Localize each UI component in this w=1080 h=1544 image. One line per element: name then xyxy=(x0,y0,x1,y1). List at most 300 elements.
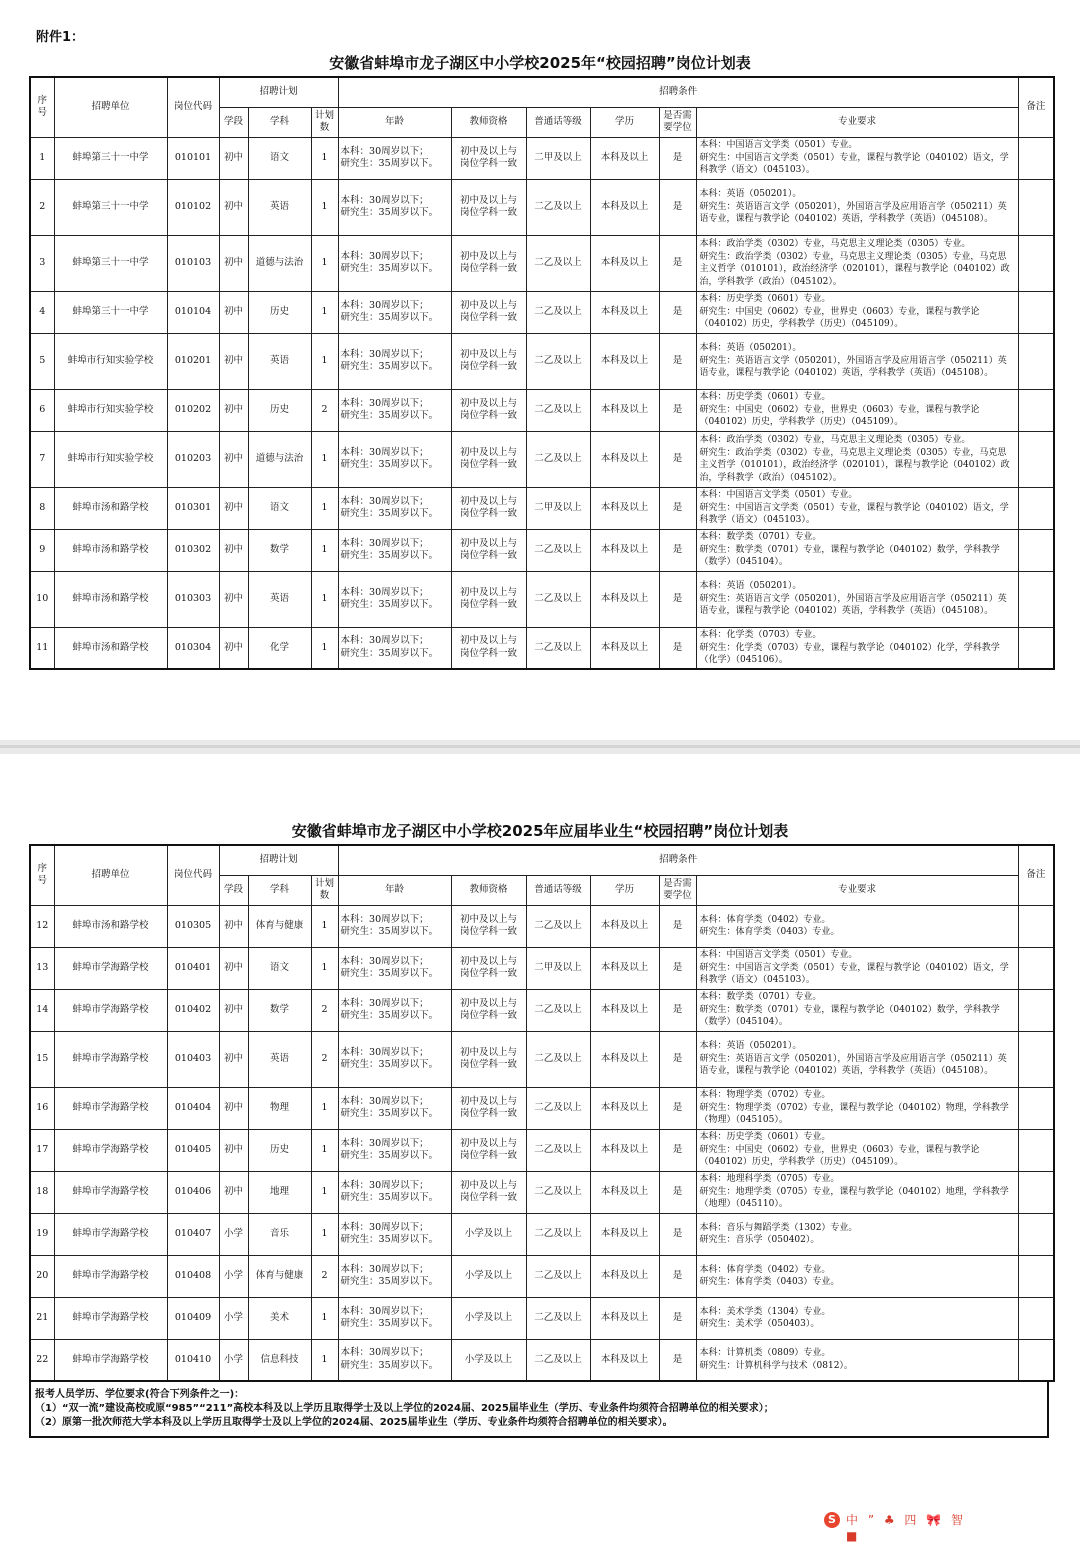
cell-remark xyxy=(1018,333,1054,389)
cell-major: 本科：计算机类（0809）专业。 研究生：计算机科学与技术（0812）。 xyxy=(696,1339,1018,1381)
header-plan: 招聘计划 xyxy=(219,845,338,875)
cell-degree: 是 xyxy=(659,571,696,627)
cell-unit: 蚌埠市学海路学校 xyxy=(54,947,167,989)
cell-seq: 10 xyxy=(30,571,54,627)
cell-count: 1 xyxy=(311,627,338,669)
table-1-body xyxy=(30,137,1054,669)
cell-subject: 体育与健康 xyxy=(248,905,311,947)
cell-age: 本科：30周岁以下； 研究生：35周岁以下。 xyxy=(338,529,451,571)
cell-education: 本科及以上 xyxy=(590,179,659,235)
header-subject: 学科 xyxy=(248,875,311,905)
cell-degree: 是 xyxy=(659,431,696,487)
cell-remark xyxy=(1018,389,1054,431)
cell-mandarin: 二乙及以上 xyxy=(526,389,590,431)
notes-heading: 报考人员学历、学位要求(符合下列条件之一)： xyxy=(35,1389,245,1400)
cell-seq: 8 xyxy=(30,487,54,529)
cell-seq: 5 xyxy=(30,333,54,389)
cell-qualification: 初中及以上与 岗位学科一致 xyxy=(451,989,526,1031)
cell-count: 1 xyxy=(311,291,338,333)
cell-education: 本科及以上 xyxy=(590,529,659,571)
cell-age: 本科：30周岁以下； 研究生：35周岁以下。 xyxy=(338,389,451,431)
cell-stage: 初中 xyxy=(219,333,248,389)
cell-seq: 16 xyxy=(30,1087,54,1129)
cell-mandarin: 二甲及以上 xyxy=(526,137,590,179)
cell-code: 010102 xyxy=(167,179,219,235)
cell-education: 本科及以上 xyxy=(590,487,659,529)
cell-age: 本科：30周岁以下； 研究生：35周岁以下。 xyxy=(338,1297,451,1339)
cell-unit: 蚌埠市学海路学校 xyxy=(54,989,167,1031)
cell-major: 本科：英语（050201）。 研究生：英语语言文学（050201），外国语言学及应用语言学（050211）英语专业，课程与教学论（040102）英语，学科教学（英语）（045108）。 xyxy=(696,571,1018,627)
cell-age: 本科：30周岁以下； 研究生：35周岁以下。 xyxy=(338,179,451,235)
cell-subject: 语文 xyxy=(248,487,311,529)
cell-major: 本科：体育学类（0402）专业。 研究生：体育学类（0403）专业。 xyxy=(696,1255,1018,1297)
cell-mandarin: 二乙及以上 xyxy=(526,571,590,627)
cell-unit: 蚌埠市汤和路学校 xyxy=(54,529,167,571)
cell-education: 本科及以上 xyxy=(590,989,659,1031)
cell-major: 本科：历史学类（0601）专业。 研究生：中国史（0602）专业，世界史（0603）专业，课程与教学论（040102）历史，学科教学（历史）（045109）。 xyxy=(696,291,1018,333)
header-count: 计划数 xyxy=(311,107,338,137)
cell-major: 本科：中国语言文学类（0501）专业。 研究生：中国语言文学类（0501）专业，课程与教学论（040102）语文，学科教学（语文）（045103）。 xyxy=(696,947,1018,989)
cell-degree: 是 xyxy=(659,1255,696,1297)
recruitment-table-1 xyxy=(29,76,1055,670)
header-remark: 备注 xyxy=(1018,77,1054,137)
cell-code: 010410 xyxy=(167,1339,219,1381)
cell-education: 本科及以上 xyxy=(590,1297,659,1339)
cell-major: 本科：政治学类（0302）专业，马克思主义理论类（0305）专业。 研究生：政治学类（0302）专业，马克思主义理论类（0305）专业，马克思主义哲学（010101），政治经济学（020101），课程与教学论（040102）政治，学科教学（政治）（045102）。 xyxy=(696,431,1018,487)
cell-seq: 21 xyxy=(30,1297,54,1339)
cell-stage: 初中 xyxy=(219,487,248,529)
cell-count: 1 xyxy=(311,431,338,487)
cell-mandarin: 二乙及以上 xyxy=(526,235,590,291)
header-count: 计划数 xyxy=(311,875,338,905)
header-degree: 是否需要学位 xyxy=(659,107,696,137)
cell-subject: 道德与法治 xyxy=(248,235,311,291)
cell-subject: 体育与健康 xyxy=(248,1255,311,1297)
cell-remark xyxy=(1018,571,1054,627)
cell-age: 本科：30周岁以下； 研究生：35周岁以下。 xyxy=(338,1255,451,1297)
cell-stage: 初中 xyxy=(219,1031,248,1087)
cell-seq: 19 xyxy=(30,1213,54,1255)
cell-education: 本科及以上 xyxy=(590,291,659,333)
cell-count: 2 xyxy=(311,1255,338,1297)
cell-mandarin: 二乙及以上 xyxy=(526,529,590,571)
table-row xyxy=(30,333,1054,389)
cell-unit: 蚌埠市学海路学校 xyxy=(54,1129,167,1171)
cell-remark xyxy=(1018,1031,1054,1087)
cell-subject: 历史 xyxy=(248,1129,311,1171)
cell-unit: 蚌埠市学海路学校 xyxy=(54,1031,167,1087)
cell-education: 本科及以上 xyxy=(590,1087,659,1129)
cell-major: 本科：历史学类（0601）专业。 研究生：中国史（0602）专业，世界史（0603）专业，课程与教学论（040102）历史，学科教学（历史）（045109）。 xyxy=(696,389,1018,431)
cell-unit: 蚌埠市汤和路学校 xyxy=(54,571,167,627)
watermark-logo-icon: S xyxy=(824,1512,840,1528)
cell-subject: 语文 xyxy=(248,947,311,989)
header-major: 专业要求 xyxy=(696,107,1018,137)
cell-count: 2 xyxy=(311,389,338,431)
cell-major: 本科：体育学类（0402）专业。 研究生：体育学类（0403）专业。 xyxy=(696,905,1018,947)
table-row xyxy=(30,947,1054,989)
table-row xyxy=(30,905,1054,947)
cell-qualification: 初中及以上与 岗位学科一致 xyxy=(451,1129,526,1171)
cell-count: 2 xyxy=(311,1031,338,1087)
cell-mandarin: 二乙及以上 xyxy=(526,905,590,947)
cell-mandarin: 二乙及以上 xyxy=(526,627,590,669)
watermark-text: 中 ” ♣ 四 🎀 智 ■ xyxy=(846,1513,966,1543)
cell-code: 010203 xyxy=(167,431,219,487)
cell-major: 本科：英语（050201）。 研究生：英语语言文学（050201），外国语言学及应用语言学（050211）英语专业，课程与教学论（040102）英语，学科教学（英语）（045108）。 xyxy=(696,179,1018,235)
cell-remark xyxy=(1018,179,1054,235)
cell-degree: 是 xyxy=(659,389,696,431)
header-education: 学历 xyxy=(590,107,659,137)
cell-unit: 蚌埠市学海路学校 xyxy=(54,1171,167,1213)
cell-seq: 17 xyxy=(30,1129,54,1171)
table-row xyxy=(30,571,1054,627)
cell-subject: 化学 xyxy=(248,627,311,669)
header-plan: 招聘计划 xyxy=(219,77,338,107)
cell-age: 本科：30周岁以下； 研究生：35周岁以下。 xyxy=(338,333,451,389)
cell-remark xyxy=(1018,989,1054,1031)
cell-subject: 历史 xyxy=(248,389,311,431)
header-mandarin: 普通话等级 xyxy=(526,875,590,905)
cell-education: 本科及以上 xyxy=(590,571,659,627)
cell-qualification: 初中及以上与 岗位学科一致 xyxy=(451,291,526,333)
cell-unit: 蚌埠市行知实验学校 xyxy=(54,389,167,431)
cell-seq: 12 xyxy=(30,905,54,947)
cell-seq: 3 xyxy=(30,235,54,291)
cell-unit: 蚌埠第三十一中学 xyxy=(54,291,167,333)
table-row xyxy=(30,389,1054,431)
header-unit: 招聘单位 xyxy=(54,845,167,905)
cell-stage: 初中 xyxy=(219,627,248,669)
cell-subject: 地理 xyxy=(248,1171,311,1213)
header-remark: 备注 xyxy=(1018,845,1054,905)
cell-education: 本科及以上 xyxy=(590,1129,659,1171)
cell-age: 本科：30周岁以下； 研究生：35周岁以下。 xyxy=(338,1339,451,1381)
cell-seq: 2 xyxy=(30,179,54,235)
header-qualification: 教师资格 xyxy=(451,875,526,905)
cell-code: 010104 xyxy=(167,291,219,333)
cell-mandarin: 二乙及以上 xyxy=(526,1031,590,1087)
cell-education: 本科及以上 xyxy=(590,1255,659,1297)
cell-subject: 英语 xyxy=(248,571,311,627)
header-education: 学历 xyxy=(590,875,659,905)
cell-mandarin: 二乙及以上 xyxy=(526,333,590,389)
header-mandarin: 普通话等级 xyxy=(526,107,590,137)
cell-code: 010201 xyxy=(167,333,219,389)
table-row xyxy=(30,1129,1054,1171)
attachment-label: 附件1： xyxy=(36,30,85,45)
cell-code: 010305 xyxy=(167,905,219,947)
cell-major: 本科：音乐与舞蹈学类（1302）专业。 研究生：音乐学（050402）。 xyxy=(696,1213,1018,1255)
table-row xyxy=(30,137,1054,179)
cell-mandarin: 二乙及以上 xyxy=(526,431,590,487)
cell-education: 本科及以上 xyxy=(590,627,659,669)
cell-seq: 9 xyxy=(30,529,54,571)
header-conditions: 招聘条件 xyxy=(338,77,1018,107)
cell-age: 本科：30周岁以下； 研究生：35周岁以下。 xyxy=(338,905,451,947)
cell-qualification: 初中及以上与 岗位学科一致 xyxy=(451,137,526,179)
table-row xyxy=(30,1339,1054,1381)
cell-stage: 初中 xyxy=(219,179,248,235)
cell-education: 本科及以上 xyxy=(590,431,659,487)
cell-code: 010304 xyxy=(167,627,219,669)
cell-age: 本科：30周岁以下； 研究生：35周岁以下。 xyxy=(338,627,451,669)
cell-degree: 是 xyxy=(659,179,696,235)
cell-qualification: 初中及以上与 岗位学科一致 xyxy=(451,487,526,529)
cell-age: 本科：30周岁以下； 研究生：35周岁以下。 xyxy=(338,431,451,487)
cell-education: 本科及以上 xyxy=(590,235,659,291)
cell-unit: 蚌埠市学海路学校 xyxy=(54,1213,167,1255)
cell-education: 本科及以上 xyxy=(590,1031,659,1087)
cell-mandarin: 二乙及以上 xyxy=(526,1339,590,1381)
cell-unit: 蚌埠市学海路学校 xyxy=(54,1297,167,1339)
cell-education: 本科及以上 xyxy=(590,333,659,389)
cell-count: 1 xyxy=(311,137,338,179)
cell-stage: 小学 xyxy=(219,1339,248,1381)
cell-seq: 4 xyxy=(30,291,54,333)
header-subject: 学科 xyxy=(248,107,311,137)
cell-mandarin: 二乙及以上 xyxy=(526,1297,590,1339)
cell-degree: 是 xyxy=(659,1339,696,1381)
cell-count: 1 xyxy=(311,947,338,989)
cell-degree: 是 xyxy=(659,1031,696,1087)
cell-code: 010406 xyxy=(167,1171,219,1213)
cell-major: 本科：中国语言文学类（0501）专业。 研究生：中国语言文学类（0501）专业，课程与教学论（040102）语文，学科教学（语文）（045103）。 xyxy=(696,137,1018,179)
cell-remark xyxy=(1018,1339,1054,1381)
header-code: 岗位代码 xyxy=(167,77,219,137)
cell-code: 010101 xyxy=(167,137,219,179)
cell-education: 本科及以上 xyxy=(590,947,659,989)
cell-unit: 蚌埠市行知实验学校 xyxy=(54,431,167,487)
cell-count: 1 xyxy=(311,179,338,235)
cell-age: 本科：30周岁以下； 研究生：35周岁以下。 xyxy=(338,487,451,529)
cell-major: 本科：物理学类（0702）专业。 研究生：物理学类（0702）专业，课程与教学论（040102）物理，学科教学（物理）（045105）。 xyxy=(696,1087,1018,1129)
cell-qualification: 初中及以上与 岗位学科一致 xyxy=(451,1087,526,1129)
cell-degree: 是 xyxy=(659,1171,696,1213)
page-title-2: 安徽省蚌埠市龙子湖区中小学校2025年应届毕业生“校园招聘”岗位计划表 xyxy=(291,822,789,840)
cell-mandarin: 二乙及以上 xyxy=(526,1171,590,1213)
cell-mandarin: 二乙及以上 xyxy=(526,1087,590,1129)
cell-education: 本科及以上 xyxy=(590,389,659,431)
cell-major: 本科：中国语言文学类（0501）专业。 研究生：中国语言文学类（0501）专业，课程与教学论（040102）语文，学科教学（语文）（045103）。 xyxy=(696,487,1018,529)
cell-remark xyxy=(1018,627,1054,669)
cell-seq: 20 xyxy=(30,1255,54,1297)
cell-subject: 物理 xyxy=(248,1087,311,1129)
cell-code: 010103 xyxy=(167,235,219,291)
cell-degree: 是 xyxy=(659,1129,696,1171)
cell-code: 010404 xyxy=(167,1087,219,1129)
cell-major: 本科：化学类（0703）专业。 研究生：化学类（0703）专业，课程与教学论（040102）化学，学科教学（化学）（045106）。 xyxy=(696,627,1018,669)
cell-remark xyxy=(1018,1297,1054,1339)
header-degree: 是否需要学位 xyxy=(659,875,696,905)
cell-unit: 蚌埠市学海路学校 xyxy=(54,1087,167,1129)
cell-unit: 蚌埠市行知实验学校 xyxy=(54,333,167,389)
table-row xyxy=(30,1031,1054,1087)
table-row xyxy=(30,235,1054,291)
table-row xyxy=(30,1255,1054,1297)
page-separator xyxy=(0,740,1080,754)
cell-stage: 初中 xyxy=(219,529,248,571)
header-major: 专业要求 xyxy=(696,875,1018,905)
cell-subject: 历史 xyxy=(248,291,311,333)
cell-remark xyxy=(1018,1129,1054,1171)
cell-major: 本科：美术学类（1304）专业。 研究生：美术学（050403）。 xyxy=(696,1297,1018,1339)
cell-count: 1 xyxy=(311,1213,338,1255)
cell-age: 本科：30周岁以下； 研究生：35周岁以下。 xyxy=(338,989,451,1031)
cell-degree: 是 xyxy=(659,1087,696,1129)
cell-unit: 蚌埠市学海路学校 xyxy=(54,1255,167,1297)
cell-age: 本科：30周岁以下； 研究生：35周岁以下。 xyxy=(338,1129,451,1171)
cell-qualification: 初中及以上与 岗位学科一致 xyxy=(451,947,526,989)
cell-qualification: 小学及以上 xyxy=(451,1339,526,1381)
cell-count: 1 xyxy=(311,1339,338,1381)
cell-count: 1 xyxy=(311,905,338,947)
cell-mandarin: 二乙及以上 xyxy=(526,1129,590,1171)
cell-count: 1 xyxy=(311,333,338,389)
cell-qualification: 初中及以上与 岗位学科一致 xyxy=(451,529,526,571)
cell-count: 1 xyxy=(311,1297,338,1339)
cell-major: 本科：英语（050201）。 研究生：英语语言文学（050201），外国语言学及应用语言学（050211）英语专业，课程与教学论（040102）英语，学科教学（英语）（045108）。 xyxy=(696,333,1018,389)
cell-count: 1 xyxy=(311,487,338,529)
cell-code: 010202 xyxy=(167,389,219,431)
cell-unit: 蚌埠市汤和路学校 xyxy=(54,487,167,529)
cell-remark xyxy=(1018,529,1054,571)
cell-stage: 初中 xyxy=(219,1129,248,1171)
cell-qualification: 初中及以上与 岗位学科一致 xyxy=(451,179,526,235)
cell-degree: 是 xyxy=(659,291,696,333)
cell-code: 010405 xyxy=(167,1129,219,1171)
cell-age: 本科：30周岁以下； 研究生：35周岁以下。 xyxy=(338,571,451,627)
cell-code: 010407 xyxy=(167,1213,219,1255)
cell-stage: 初中 xyxy=(219,291,248,333)
cell-code: 010409 xyxy=(167,1297,219,1339)
cell-seq: 15 xyxy=(30,1031,54,1087)
cell-unit: 蚌埠第三十一中学 xyxy=(54,179,167,235)
cell-code: 010302 xyxy=(167,529,219,571)
cell-subject: 英语 xyxy=(248,179,311,235)
cell-major: 本科：历史学类（0601）专业。 研究生：中国史（0602）专业，世界史（0603）专业，课程与教学论（040102）历史，学科教学（历史）（045109）。 xyxy=(696,1129,1018,1171)
cell-count: 1 xyxy=(311,1087,338,1129)
page-title-1: 安徽省蚌埠市龙子湖区中小学校2025年“校园招聘”岗位计划表 xyxy=(329,54,751,72)
cell-mandarin: 二乙及以上 xyxy=(526,291,590,333)
cell-age: 本科：30周岁以下； 研究生：35周岁以下。 xyxy=(338,1213,451,1255)
cell-code: 010303 xyxy=(167,571,219,627)
cell-age: 本科：30周岁以下； 研究生：35周岁以下。 xyxy=(338,947,451,989)
cell-stage: 小学 xyxy=(219,1255,248,1297)
table-row xyxy=(30,1171,1054,1213)
cell-seq: 13 xyxy=(30,947,54,989)
cell-qualification: 初中及以上与 岗位学科一致 xyxy=(451,571,526,627)
cell-qualification: 初中及以上与 岗位学科一致 xyxy=(451,431,526,487)
table-row xyxy=(30,291,1054,333)
table-2-body xyxy=(30,905,1054,1381)
cell-qualification: 初中及以上与 岗位学科一致 xyxy=(451,389,526,431)
cell-stage: 初中 xyxy=(219,947,248,989)
cell-code: 010401 xyxy=(167,947,219,989)
cell-education: 本科及以上 xyxy=(590,1339,659,1381)
cell-stage: 初中 xyxy=(219,571,248,627)
cell-stage: 初中 xyxy=(219,431,248,487)
cell-degree: 是 xyxy=(659,627,696,669)
header-conditions: 招聘条件 xyxy=(338,845,1018,875)
cell-subject: 音乐 xyxy=(248,1213,311,1255)
cell-remark xyxy=(1018,487,1054,529)
cell-degree: 是 xyxy=(659,1213,696,1255)
table-row xyxy=(30,529,1054,571)
cell-unit: 蚌埠市学海路学校 xyxy=(54,1339,167,1381)
cell-unit: 蚌埠市汤和路学校 xyxy=(54,905,167,947)
table-row xyxy=(30,1213,1054,1255)
cell-count: 1 xyxy=(311,529,338,571)
cell-code: 010301 xyxy=(167,487,219,529)
cell-remark xyxy=(1018,431,1054,487)
cell-count: 1 xyxy=(311,571,338,627)
header-code: 岗位代码 xyxy=(167,845,219,905)
cell-remark xyxy=(1018,1171,1054,1213)
cell-subject: 数学 xyxy=(248,529,311,571)
cell-age: 本科：30周岁以下； 研究生：35周岁以下。 xyxy=(338,1087,451,1129)
header-age: 年龄 xyxy=(338,875,451,905)
cell-age: 本科：30周岁以下； 研究生：35周岁以下。 xyxy=(338,137,451,179)
header-unit: 招聘单位 xyxy=(54,77,167,137)
cell-subject: 语文 xyxy=(248,137,311,179)
header-qualification: 教师资格 xyxy=(451,107,526,137)
cell-remark xyxy=(1018,291,1054,333)
cell-remark xyxy=(1018,1213,1054,1255)
cell-remark xyxy=(1018,1087,1054,1129)
cell-stage: 初中 xyxy=(219,137,248,179)
header-stage: 学段 xyxy=(219,875,248,905)
cell-qualification: 小学及以上 xyxy=(451,1255,526,1297)
cell-count: 2 xyxy=(311,989,338,1031)
cell-age: 本科：30周岁以下； 研究生：35周岁以下。 xyxy=(338,291,451,333)
cell-degree: 是 xyxy=(659,1297,696,1339)
cell-stage: 初中 xyxy=(219,905,248,947)
cell-major: 本科：数学类（0701）专业。 研究生：数学类（0701）专业，课程与教学论（040102）数学，学科教学（数学）（045104）。 xyxy=(696,529,1018,571)
cell-qualification: 初中及以上与 岗位学科一致 xyxy=(451,1031,526,1087)
cell-seq: 7 xyxy=(30,431,54,487)
cell-remark xyxy=(1018,947,1054,989)
cell-count: 1 xyxy=(311,235,338,291)
cell-qualification: 初中及以上与 岗位学科一致 xyxy=(451,905,526,947)
cell-remark xyxy=(1018,1255,1054,1297)
cell-count: 1 xyxy=(311,1171,338,1213)
recruitment-table-2 xyxy=(29,844,1055,1382)
cell-qualification: 小学及以上 xyxy=(451,1213,526,1255)
cell-mandarin: 二乙及以上 xyxy=(526,989,590,1031)
cell-mandarin: 二甲及以上 xyxy=(526,947,590,989)
cell-degree: 是 xyxy=(659,487,696,529)
cell-education: 本科及以上 xyxy=(590,1171,659,1213)
cell-code: 010402 xyxy=(167,989,219,1031)
table-row xyxy=(30,1087,1054,1129)
cell-qualification: 初中及以上与 岗位学科一致 xyxy=(451,1171,526,1213)
cell-education: 本科及以上 xyxy=(590,1213,659,1255)
cell-major: 本科：数学类（0701）专业。 研究生：数学类（0701）专业，课程与教学论（040102）数学，学科教学（数学）（045104）。 xyxy=(696,989,1018,1031)
cell-qualification: 初中及以上与 岗位学科一致 xyxy=(451,627,526,669)
cell-degree: 是 xyxy=(659,529,696,571)
cell-stage: 初中 xyxy=(219,1087,248,1129)
cell-subject: 信息科技 xyxy=(248,1339,311,1381)
cell-stage: 小学 xyxy=(219,1297,248,1339)
cell-mandarin: 二甲及以上 xyxy=(526,487,590,529)
cell-seq: 22 xyxy=(30,1339,54,1381)
cell-mandarin: 二乙及以上 xyxy=(526,179,590,235)
cell-age: 本科：30周岁以下； 研究生：35周岁以下。 xyxy=(338,1031,451,1087)
cell-unit: 蚌埠第三十一中学 xyxy=(54,137,167,179)
cell-remark xyxy=(1018,235,1054,291)
table-row xyxy=(30,431,1054,487)
